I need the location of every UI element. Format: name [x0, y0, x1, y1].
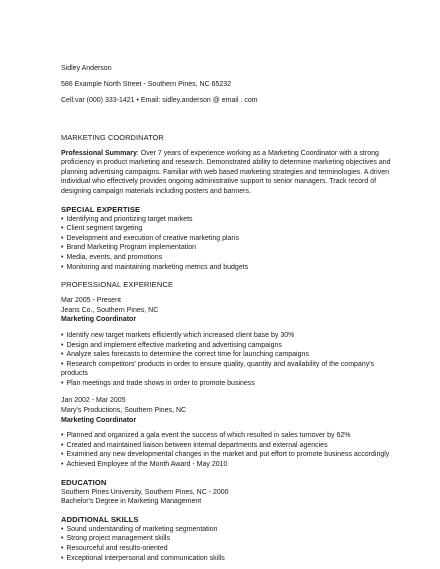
- summary-text: : Over 7 years of experience working as a Marketing Coordinator with a strong proficiency in product marketing and research. Demonstrated ability to determine marketing objectives and planning advertising campaigns. Familiar with web based marketing strategies and terminologies. A driven individual who effectively provides ongoing administrative support to senior managers. Track record of designing campaign materials including posters and banners.: [61, 149, 391, 195]
- resume-content: [61, 64, 391, 563]
- address: 586 Example North Street - Southern Pines, NC 65232: [61, 81, 232, 88]
- professional-summary: [61, 149, 391, 197]
- list-item: • Examined any new developmental changes in the market and put effort to promote business accordingly: [61, 450, 391, 460]
- skills-list: [61, 525, 391, 563]
- list-item: • Identify new target markets efficiently which increased client base by 30%: [61, 331, 391, 341]
- list-item: • Resourceful and results-oriented: [61, 544, 391, 554]
- list-item: • Brand Marketing Program implementation: [61, 243, 391, 253]
- list-item: • Monitoring and maintaining marketing metrics and budgets: [61, 263, 391, 273]
- job-role: Marketing Coordinator: [61, 416, 137, 424]
- list-item: • Strong project management skills: [61, 534, 391, 544]
- experience-heading: PROFESSIONAL EXPERIENCE: [61, 280, 174, 290]
- summary-label: Professional Summary: [61, 149, 137, 157]
- list-item: • Plan meetings and trade shows in order to promote business: [61, 379, 391, 389]
- job-role: Marketing Coordinator: [61, 316, 137, 324]
- list-item: • Identifying and prioritizing target markets: [61, 215, 391, 225]
- candidate-name: Sidley Anderson: [61, 65, 112, 72]
- job-entry: [61, 296, 391, 388]
- list-item: • Analyze sales forecasts to determine the correct time for launching campaigns: [61, 350, 391, 360]
- job-company: Jeans Co., Southern Pines, NC: [61, 306, 159, 314]
- job-dates: Mar 2005 - Present: [61, 297, 121, 305]
- list-item: • Design and implement effective marketing and advertising campaigns: [61, 341, 391, 351]
- list-item: • Exceptional interpersonal and communication skills: [61, 554, 391, 564]
- education-heading: EDUCATION: [61, 477, 107, 487]
- expertise-heading: SPECIAL EXPERTISE: [61, 204, 141, 214]
- contact-line: Cell:var (000) 333-1421 • Email: sidley.anderson @ email . com: [61, 97, 258, 104]
- list-item: • Client segment targeting: [61, 224, 391, 234]
- job-bullets: [61, 331, 391, 389]
- job-dates: Jan 2002 - Mar 2005: [61, 397, 126, 405]
- job-company: Mary's Productions, Southern Pines, NC: [61, 407, 187, 415]
- job-bullets: [61, 431, 391, 469]
- job-entry: [61, 396, 391, 469]
- skills-heading: ADDITIONAL SKILLS: [61, 514, 139, 524]
- list-item: • Research competitors' products in order to ensure quality, quantity and availability of the company's products: [61, 360, 391, 379]
- education-degree: Bachelor's Degree in Marketing Management: [61, 498, 202, 506]
- education-school: Southern Pines University, Southern Pines, NC - 2000: [61, 488, 229, 496]
- contact-block: [61, 64, 391, 106]
- list-item: • Media, events, and promotions: [61, 253, 391, 263]
- list-item: • Planned and organized a gala event the success of which resulted in sales turnover by 62%: [61, 431, 391, 441]
- list-item: • Sound understanding of marketing segmentation: [61, 525, 391, 535]
- expertise-list: [61, 215, 391, 273]
- job-title: MARKETING COORDINATOR: [61, 133, 164, 142]
- list-item: • Created and maintained liaison between internal departments and external agencies: [61, 441, 391, 451]
- list-item: • Achieved Employee of the Month Award - May 2010: [61, 460, 391, 470]
- list-item: • Development and execution of creative marketing plans: [61, 234, 391, 244]
